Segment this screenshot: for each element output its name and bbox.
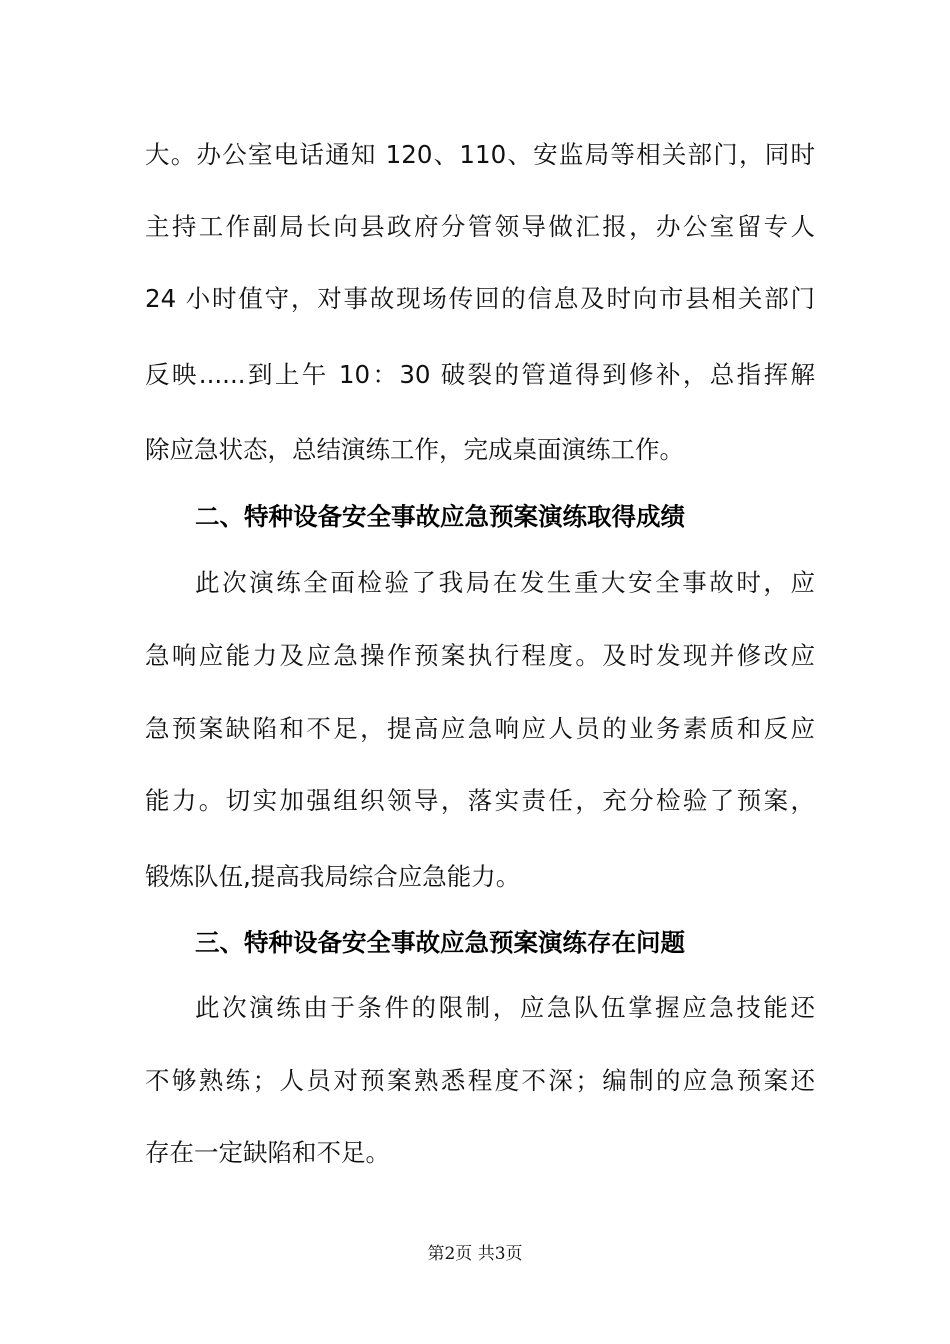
paragraph-1-line-5: 除应急状态，总结演练工作，完成桌面演练工作。 xyxy=(145,435,684,464)
paragraph-1-line-4: 反映......到上午 10：30 破裂的管道得到修补，总指挥解 xyxy=(145,360,815,389)
paragraph-1-line-2: 主持工作副局长向县政府分管领导做汇报，办公室留专人 xyxy=(145,212,815,241)
section-2-line-4: 能力。切实加强组织领导，落实责任，充分检验了预案， xyxy=(145,786,815,815)
section-3-heading: 三、特种设备安全事故应急预案演练存在问题 xyxy=(195,928,685,957)
paragraph-1-line-1: 大。办公室电话通知 120、110、安监局等相关部门，同时 xyxy=(145,140,815,169)
section-3-line-2: 不够熟练；人员对预案熟悉程度不深；编制的应急预案还 xyxy=(145,1066,815,1095)
page-number-footer: 第2页 共3页 xyxy=(427,1244,523,1264)
section-2-heading: 二、特种设备安全事故应急预案演练取得成绩 xyxy=(195,502,685,531)
section-2-line-5: 锻炼队伍,提高我局综合应急能力。 xyxy=(145,862,521,891)
paragraph-1-line-3: 24 小时值守，对事故现场传回的信息及时向市县相关部门 xyxy=(145,284,815,313)
section-3-line-1: 此次演练由于条件的限制，应急队伍掌握应急技能还 xyxy=(195,993,815,1022)
section-3-line-3: 存在一定缺陷和不足。 xyxy=(145,1138,390,1167)
section-2-line-1: 此次演练全面检验了我局在发生重大安全事故时，应 xyxy=(195,568,815,597)
section-2-line-2: 急响应能力及应急操作预案执行程度。及时发现并修改应 xyxy=(145,641,815,670)
section-2-line-3: 急预案缺陷和不足，提高应急响应人员的业务素质和反应 xyxy=(145,714,815,743)
